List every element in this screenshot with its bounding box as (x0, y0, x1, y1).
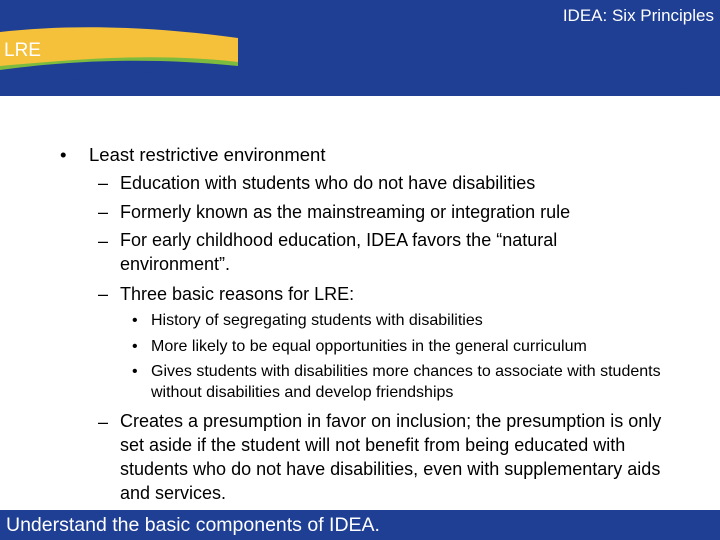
reason-item: More likely to be equal opportunities in the general curriculum (151, 338, 587, 355)
dash-marker: – (98, 173, 109, 193)
dash-marker: – (98, 231, 109, 251)
reason-marker: • (132, 363, 138, 380)
sub-item: For early childhood education, IDEA favors the “natural environment”. (120, 230, 558, 274)
footer-text: Understand the basic components of IDEA. (6, 514, 380, 536)
sub-item: Education with students who do not have disabilities (120, 173, 536, 193)
reason-item: History of segregating students with disabilities (151, 312, 483, 329)
main-bullet: Least restrictive environment (89, 144, 326, 165)
reason-marker: • (132, 312, 138, 329)
slide-footer (0, 510, 720, 540)
sub-item: Formerly known as the mainstreaming or integration rule (120, 202, 571, 222)
slide-title: LRE (4, 40, 41, 61)
sub-item-presumption: Creates a presumption in favor on inclusion; the presumption is only set aside if the student will not benefit from being educated with students who do not have disabilities, even with supplementary aids and services. (120, 411, 662, 503)
deck-title: IDEA: Six Principles (562, 6, 714, 25)
sub-item: Three basic reasons for LRE: (120, 284, 355, 304)
dash-marker: – (98, 412, 109, 432)
reason-marker: • (132, 338, 138, 355)
reason-item: Gives students with disabilities more chances to associate with students without disabilities and develop friendships (151, 363, 661, 401)
bullet-marker: • (60, 144, 67, 165)
dash-marker: – (98, 284, 109, 304)
dash-marker: – (98, 202, 109, 222)
